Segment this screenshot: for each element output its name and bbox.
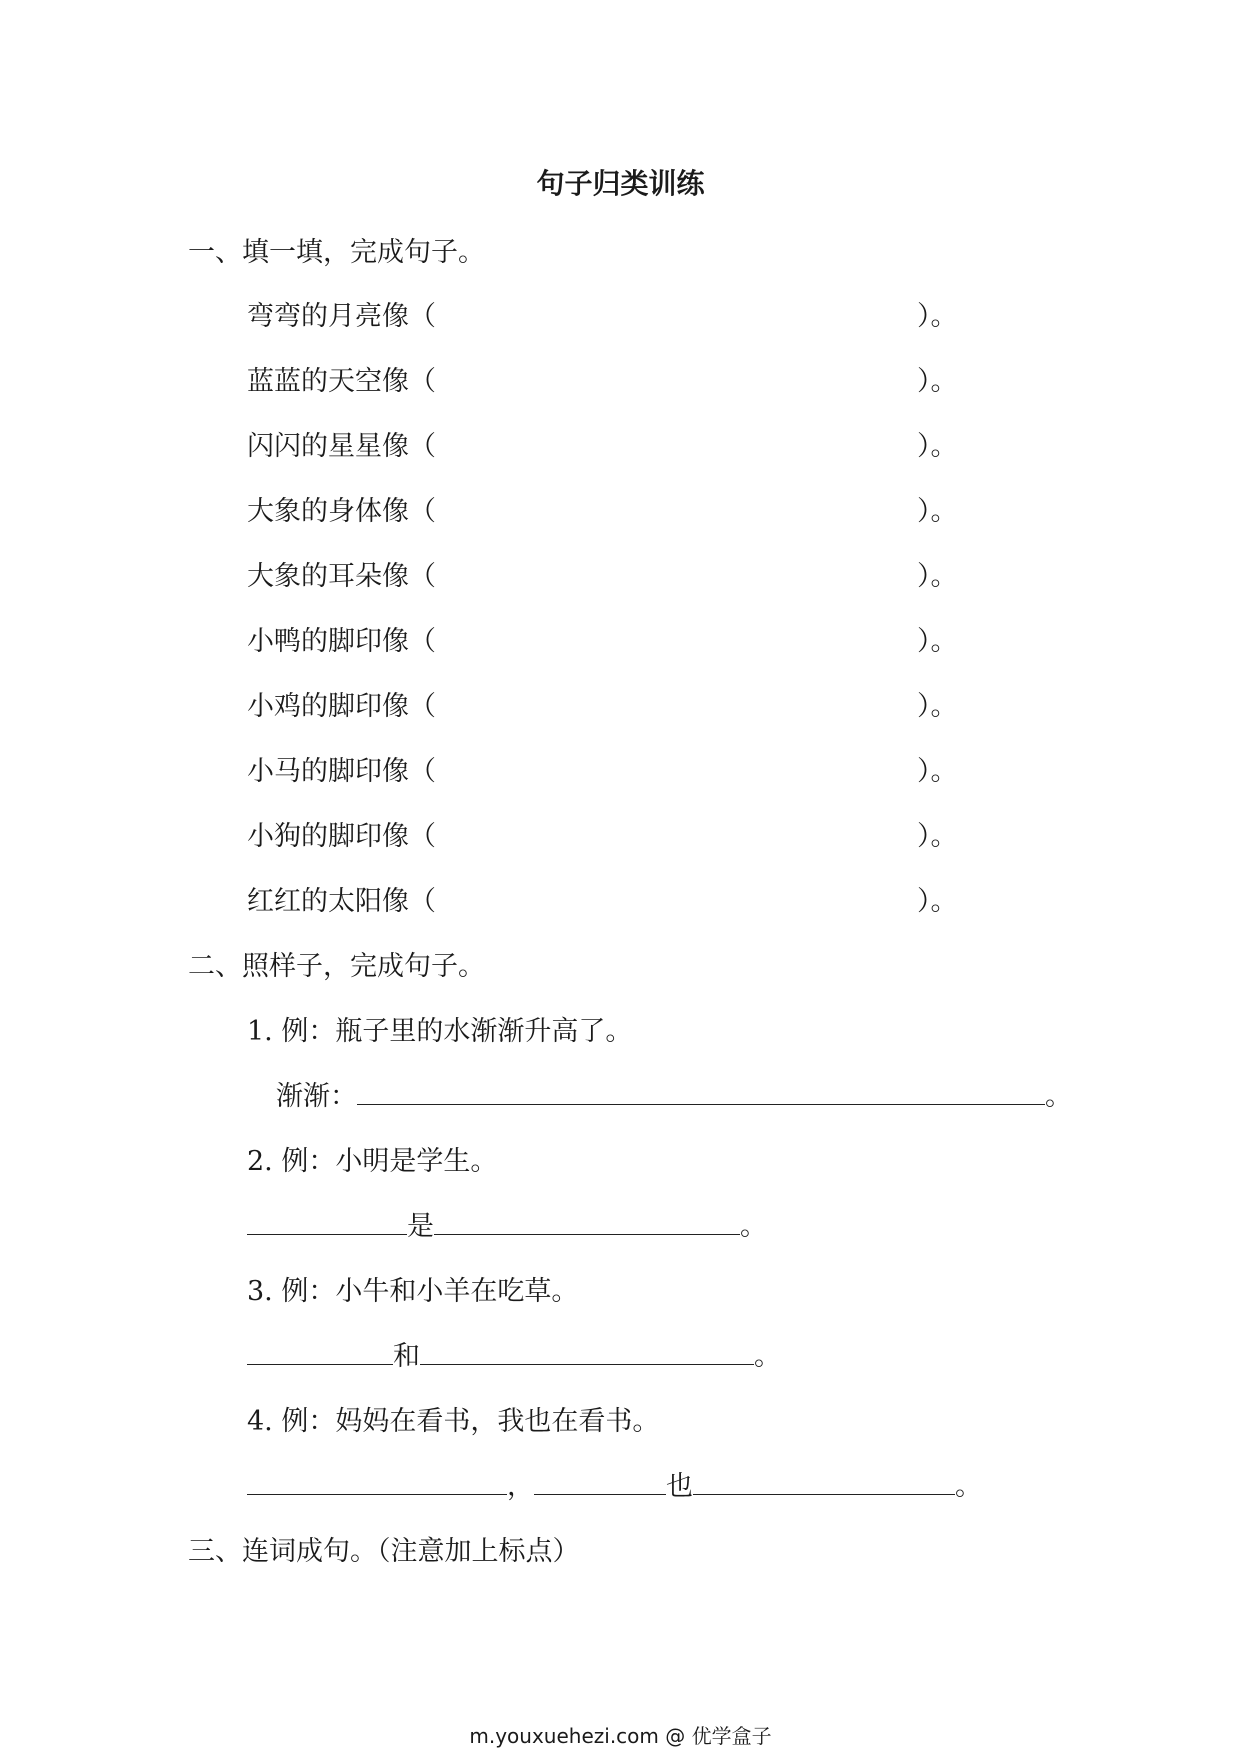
period: 。 — [740, 1211, 767, 1242]
blank-line[interactable] — [693, 1466, 955, 1495]
answer-line-4 — [247, 1464, 982, 1503]
answer-line-3 — [247, 1334, 781, 1373]
answer-word: 和 — [393, 1341, 420, 1372]
example-1: 1. 例：瓶子里的水渐渐升高了。 — [247, 1016, 633, 1047]
example-3: 3. 例：小牛和小羊在吃草。 — [247, 1276, 579, 1307]
fill-item-1-close: ）。 — [917, 301, 958, 332]
fill-item-prompt: 大象的耳朵像 — [247, 561, 409, 592]
answer-word: 也 — [666, 1471, 693, 1502]
blank-line[interactable] — [247, 1206, 407, 1235]
answer-line-2 — [247, 1204, 767, 1243]
comma: ， — [507, 1471, 534, 1502]
footer-watermark: m.youxuehezi.com @ 优学盒子 — [469, 1724, 772, 1748]
blank-line[interactable] — [247, 1336, 393, 1365]
blank-line[interactable] — [357, 1076, 1045, 1105]
open-paren: （ — [409, 561, 436, 592]
page-title: 句子归类训练 — [536, 167, 705, 200]
fill-item-prompt: 闪闪的星星像 — [247, 431, 409, 462]
fill-item-3 — [247, 424, 436, 463]
fill-item-2 — [247, 359, 436, 398]
period: 。 — [754, 1341, 781, 1372]
fill-item-prompt: 弯弯的月亮像 — [247, 301, 409, 332]
fill-item-4-close: ）。 — [917, 496, 958, 527]
fill-item-5 — [247, 554, 436, 593]
fill-item-10-close: ）。 — [917, 886, 958, 917]
fill-item-8 — [247, 749, 436, 788]
blank-line[interactable] — [247, 1466, 507, 1495]
open-paren: （ — [409, 886, 436, 917]
fill-item-3-close: ）。 — [917, 431, 958, 462]
section-1-heading: 一、填一填，完成句子。 — [188, 237, 485, 268]
fill-item-prompt: 红红的太阳像 — [247, 886, 409, 917]
fill-item-10 — [247, 879, 436, 918]
open-paren: （ — [409, 691, 436, 722]
fill-item-7-close: ）。 — [917, 691, 958, 722]
fill-item-8-close: ）。 — [917, 756, 958, 787]
fill-item-6-close: ）。 — [917, 626, 958, 657]
blank-line[interactable] — [420, 1336, 754, 1365]
fill-item-1 — [247, 294, 436, 333]
open-paren: （ — [409, 626, 436, 657]
open-paren: （ — [409, 496, 436, 527]
fill-item-6 — [247, 619, 436, 658]
section-3-heading: 三、连词成句。（注意加上标点） — [188, 1536, 580, 1567]
period: 。 — [955, 1471, 982, 1502]
fill-item-7 — [247, 684, 436, 723]
answer-line-1 — [276, 1074, 1072, 1113]
example-2: 2. 例：小明是学生。 — [247, 1146, 498, 1177]
open-paren: （ — [409, 366, 436, 397]
answer-word: 是 — [407, 1211, 434, 1242]
fill-item-prompt: 小鸭的脚印像 — [247, 626, 409, 657]
period: 。 — [1045, 1081, 1072, 1112]
fill-item-prompt: 小马的脚印像 — [247, 756, 409, 787]
open-paren: （ — [409, 821, 436, 852]
fill-item-4 — [247, 489, 436, 528]
fill-item-9-close: ）。 — [917, 821, 958, 852]
fill-item-prompt: 蓝蓝的天空像 — [247, 366, 409, 397]
fill-item-prompt: 小鸡的脚印像 — [247, 691, 409, 722]
open-paren: （ — [409, 301, 436, 332]
fill-item-prompt: 大象的身体像 — [247, 496, 409, 527]
fill-item-5-close: ）。 — [917, 561, 958, 592]
blank-line[interactable] — [434, 1206, 740, 1235]
fill-item-prompt: 小狗的脚印像 — [247, 821, 409, 852]
fill-item-2-close: ）。 — [917, 366, 958, 397]
open-paren: （ — [409, 756, 436, 787]
blank-line[interactable] — [534, 1466, 666, 1495]
open-paren: （ — [409, 431, 436, 462]
section-2-heading: 二、照样子，完成句子。 — [188, 951, 485, 982]
example-4: 4. 例：妈妈在看书，我也在看书。 — [247, 1406, 660, 1437]
answer-word: 渐渐： — [276, 1081, 357, 1112]
fill-item-9 — [247, 814, 436, 853]
